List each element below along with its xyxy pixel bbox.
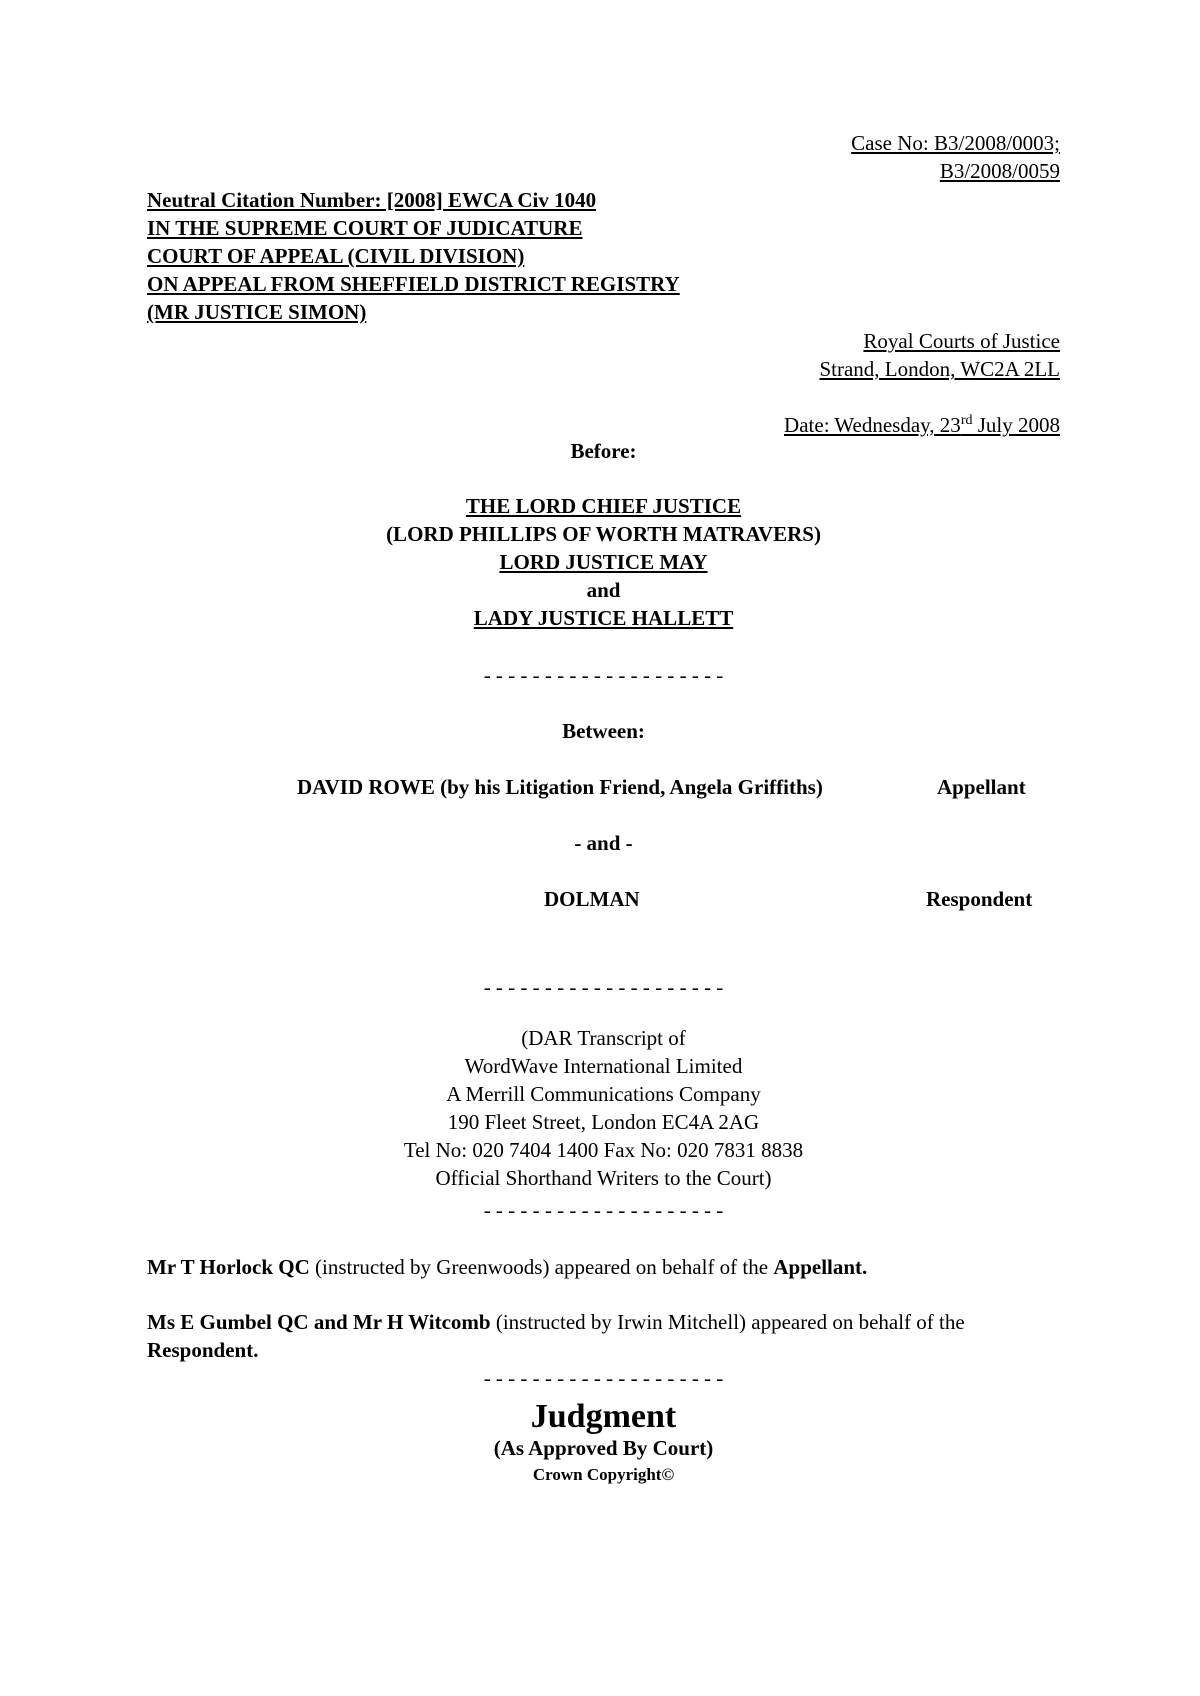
judge-1: THE LORD CHIEF JUSTICE	[465, 494, 742, 518]
crown-copyright: Crown Copyright©	[532, 1465, 675, 1484]
case-number-line-1: Case No: B3/2008/0003;	[851, 131, 1060, 155]
judges-panel	[147, 492, 1060, 632]
respondent-name: DOLMAN	[544, 887, 640, 911]
venue-line-1: Royal Courts of Justice	[863, 329, 1060, 353]
court-division: COURT OF APPEAL (CIVIL DIVISION)	[147, 244, 525, 268]
dar-line-3: A Merrill Communications Company	[446, 1082, 761, 1106]
separator-3: - - - - - - - - - - - - - - - - - - - -	[483, 1198, 724, 1222]
lower-court-judge: (MR JUSTICE SIMON)	[147, 300, 367, 324]
judge-3: LADY JUSTICE HALLETT	[473, 606, 734, 630]
appellant-role: Appellant	[937, 775, 1026, 799]
judgment-title: Judgment	[530, 1398, 677, 1435]
judge-1-title: (LORD PHILLIPS OF WORTH MATRAVERS)	[386, 522, 821, 546]
transcript-details	[147, 1024, 1060, 1192]
appeal-from: ON APPEAL FROM SHEFFIELD DISTRICT REGISTRY	[147, 272, 680, 296]
neutral-citation: Neutral Citation Number: [2008] EWCA Civ 1040	[147, 188, 597, 212]
separator-1: - - - - - - - - - - - - - - - - - - - -	[483, 663, 724, 687]
dar-line-1: (DAR Transcript of	[521, 1026, 686, 1050]
judgment-date: Date: Wednesday, 23rd July 2008	[784, 413, 1060, 437]
judges-and: and	[586, 578, 621, 602]
respondent-role: Respondent	[926, 887, 1033, 911]
dar-line-5: Tel No: 020 7404 1400 Fax No: 020 7831 8838	[403, 1138, 804, 1162]
court-name: IN THE SUPREME COURT OF JUDICATURE	[147, 216, 583, 240]
before-label: Before:	[570, 439, 637, 463]
separator-4: - - - - - - - - - - - - - - - - - - - -	[483, 1366, 724, 1390]
dar-line-2: WordWave International Limited	[464, 1054, 743, 1078]
between-label: Between:	[562, 719, 645, 743]
counsel-respondent: Ms E Gumbel QC and Mr H Witcomb (instructed by Irwin Mitchell) appeared on behalf of the Respondent.	[147, 1310, 965, 1362]
appellant-name: DAVID ROWE (by his Litigation Friend, Angela Griffiths)	[297, 775, 823, 799]
counsel-appellant: Mr T Horlock QC (instructed by Greenwoods) appeared on behalf of the Appellant.	[147, 1255, 868, 1279]
separator-2: - - - - - - - - - - - - - - - - - - - -	[483, 975, 724, 999]
judge-2: LORD JUSTICE MAY	[499, 550, 708, 574]
dar-line-6: Official Shorthand Writers to the Court)	[435, 1166, 772, 1190]
case-number-line-2: B3/2008/0059	[939, 159, 1060, 183]
dar-line-4: 190 Fleet Street, London EC4A 2AG	[447, 1110, 760, 1134]
judgment-subtitle: (As Approved By Court)	[493, 1436, 714, 1460]
venue-line-2: Strand, London, WC2A 2LL	[819, 357, 1060, 381]
and-label: - and -	[574, 831, 633, 855]
court-header	[147, 186, 680, 326]
